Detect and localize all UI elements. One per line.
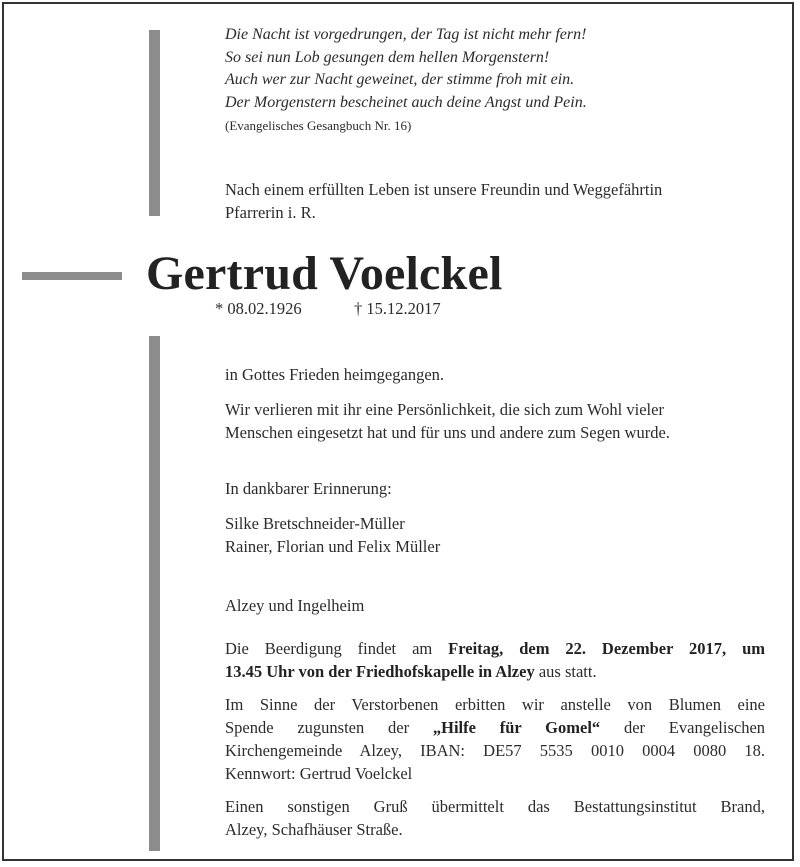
funeral-post: aus statt. (534, 662, 597, 681)
hymn-source: (Evangelisches Gesangbuch Nr. 16) (225, 118, 412, 133)
funeral-info (225, 637, 765, 683)
funeral-location: 13.45 Uhr von der Friedhofskapelle in Alzey (225, 662, 535, 681)
tribute-line-2: Menschen eingesetzt hat und für uns und andere zum Segen wurde. (225, 423, 670, 442)
cross-upper-bar (149, 30, 160, 216)
funeral-line-2 (225, 660, 765, 683)
donation-info (225, 693, 765, 785)
remembrance-heading: In dankbarer Erinnerung: (225, 479, 392, 498)
donation-line-2-post: der Evangelischen (600, 718, 766, 737)
hymn-line-2: So sei nun Lob gesungen dem hellen Morgenstern! (225, 48, 550, 66)
hymn-line-3: Auch wer zur Nacht geweinet, der stimme froh mit ein. (225, 71, 575, 88)
donation-line-3: Kirchengemeinde Alzey, IBAN: DE57 5535 0010 0004 0080 18. (225, 741, 765, 760)
mourner-line-2: Rainer, Florian und Felix Müller (225, 537, 441, 556)
intro-line-2: Pfarrerin i. R. (225, 203, 316, 222)
cross-lower-bar (149, 336, 160, 851)
donation-line-1: Im Sinne der Verstorbenen erbitten wir anstelle von Blumen eine (225, 695, 765, 714)
hymn-line-4: Der Morgenstern bescheinet auch deine Angst und Pein. (225, 93, 587, 111)
donation-line-4: Kennwort: Gertrud Voelckel (225, 764, 413, 783)
greeting-line-1: Einen sonstigen Gruß übermittelt das Bestattungsinstitut Brand, (225, 797, 765, 816)
death-date: † 15.12.2017 (354, 299, 441, 318)
donation-line-2 (225, 716, 765, 739)
greeting-line-2: Alzey, Schafhäuser Straße. (225, 820, 403, 839)
funeral-date-time: Freitag, dem 22. Dezember 2017, um (448, 639, 765, 658)
tribute-text (225, 398, 670, 444)
tribute-line-1: Wir verlieren mit ihr eine Persönlichkeit, die sich zum Wohl vieler (225, 400, 664, 419)
intro-line-1: Nach einem erfüllten Leben ist unsere Freundin und Weggefährtin (225, 180, 663, 199)
funeral-line-1 (225, 637, 765, 660)
birth-date: * 08.02.1926 (215, 299, 302, 318)
donation-line-2-pre: Spende zugunsten der (225, 718, 433, 737)
donation-charity: „Hilfe für Gomel“ (432, 718, 601, 737)
cross-arm-bar (22, 272, 122, 280)
greeting-info (225, 795, 765, 841)
intro-text (225, 178, 662, 224)
hymn-line-1: Die Nacht ist vorgedrungen, der Tag ist nicht mehr fern! (225, 26, 587, 43)
places-text: Alzey und Ingelheim (225, 596, 365, 615)
hymn-verse (225, 24, 765, 138)
deceased-name: Gertrud Voelckel (146, 247, 503, 300)
funeral-pre: Die Beerdigung findet am (225, 639, 449, 658)
passing-text: in Gottes Frieden heimgegangen. (225, 365, 445, 384)
mourners-list (225, 512, 440, 558)
mourner-line-1: Silke Bretschneider-Müller (225, 514, 405, 533)
